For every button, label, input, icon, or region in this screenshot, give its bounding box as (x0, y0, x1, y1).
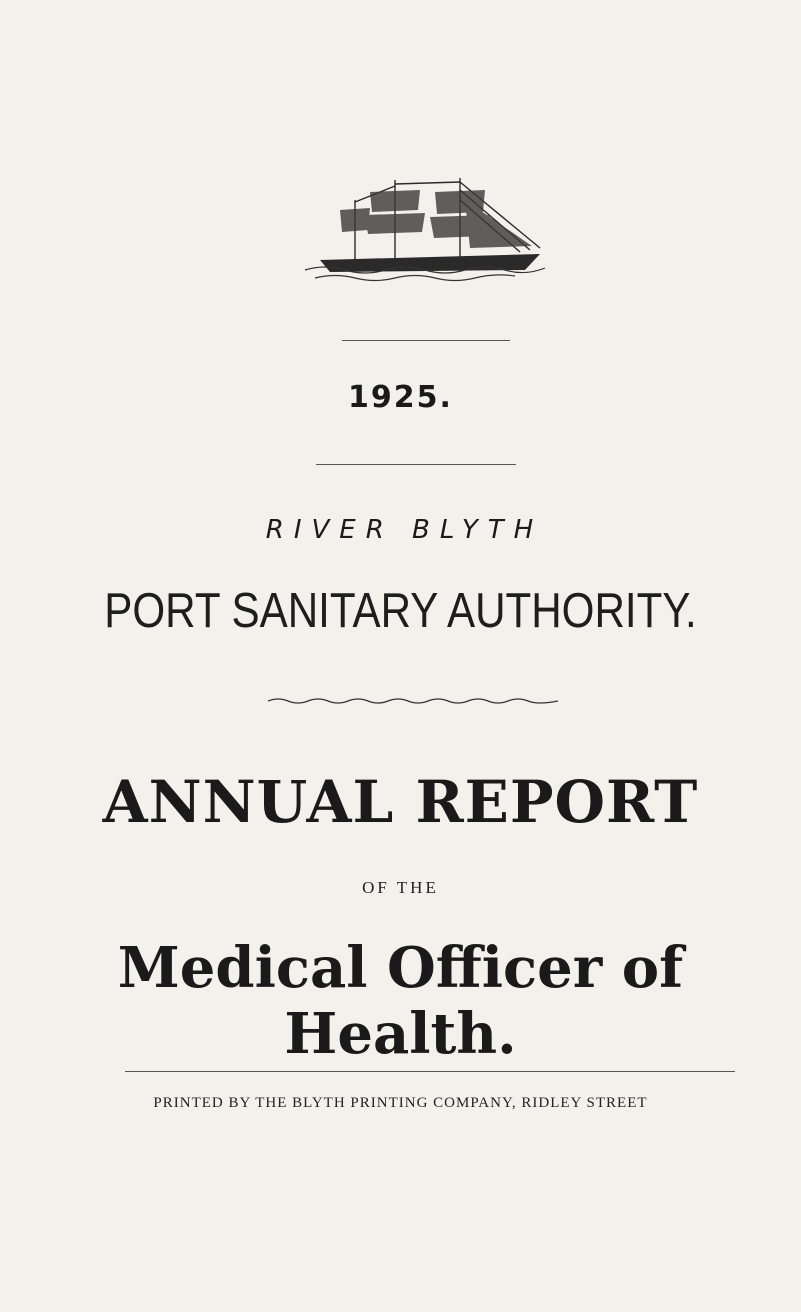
report-year: 1925. (348, 380, 453, 415)
year-divider (316, 464, 516, 465)
officer-title: Medical Officer of Health. (117, 935, 684, 1067)
authority-title: PORT SANITARY AUTHORITY. (104, 584, 697, 638)
printer-imprint: PRINTED BY THE BLYTH PRINTING COMPANY, RIDLEY STREET (153, 1095, 648, 1111)
report-heading: ANNUAL REPORT (102, 768, 699, 836)
bottom-divider (125, 1071, 735, 1072)
top-divider (342, 340, 510, 341)
river-name: RIVER BLYTH (265, 515, 544, 545)
of-the-label: OF THE (362, 878, 439, 897)
sailing-ship-icon (300, 170, 550, 290)
wavy-divider (268, 696, 558, 706)
